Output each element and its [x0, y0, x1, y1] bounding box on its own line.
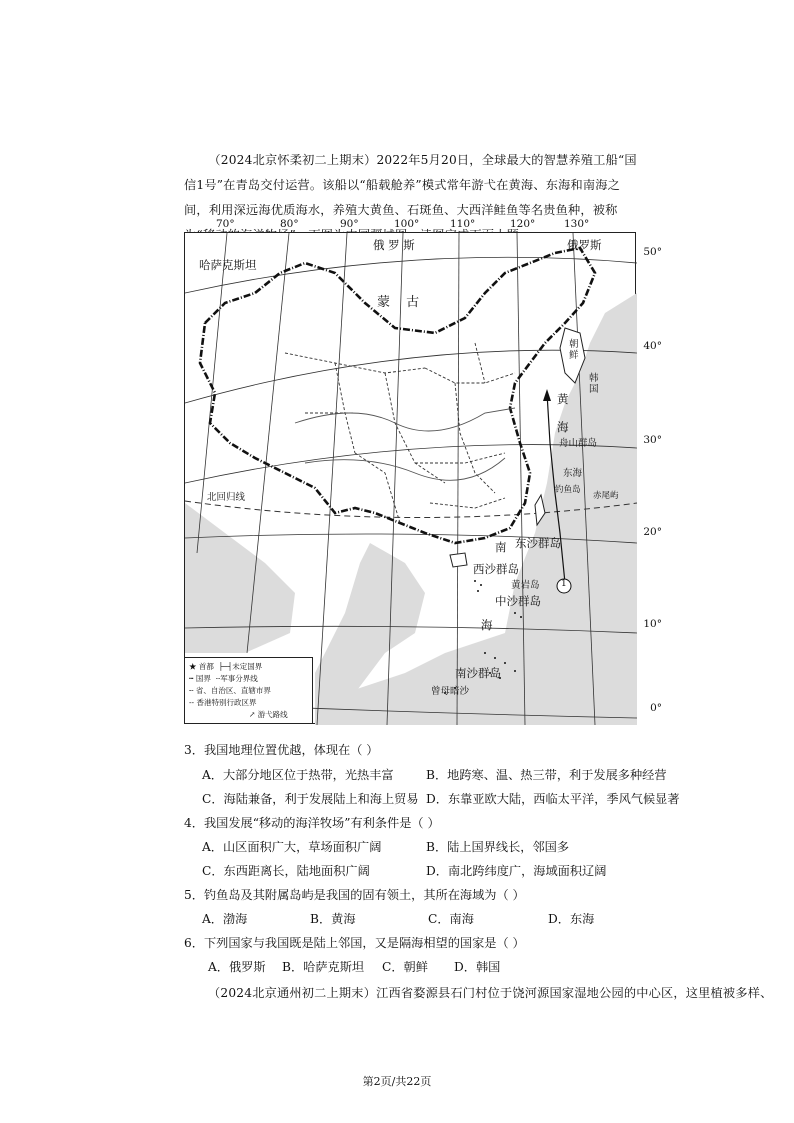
- question-6-stem: 6．下列国家与我国既是陆上邻国，又是隔海相望的国家是（ ）: [184, 936, 525, 950]
- map-frame: [184, 232, 636, 724]
- q3-option-a[interactable]: A．大部分地区位于热带，光热丰富: [202, 768, 394, 782]
- lon-label: 90°: [340, 218, 359, 230]
- legend-capital: 首都: [198, 662, 214, 671]
- longitude-labels: [184, 218, 636, 232]
- label-south-korea: 韩国: [589, 373, 599, 395]
- q4-option-c[interactable]: C．东西距离长，陆地面积广阔: [202, 864, 370, 878]
- sea-area: [185, 503, 295, 653]
- label-mongolia: 蒙 古: [377, 295, 426, 310]
- q5-option-d[interactable]: D．东海: [548, 912, 595, 926]
- q5-option-b[interactable]: B．黄海: [310, 912, 356, 926]
- q6-option-d[interactable]: D．韩国: [454, 960, 501, 974]
- lat-label: 30°: [643, 434, 662, 446]
- q4-option-d[interactable]: D．南北跨纬度广，海域面积辽阔: [426, 864, 607, 878]
- next-intro-text: （2024北京通州初二上期末）江西省婺源县石门村位于饶河源国家湿地公园的中心区，这里植被多样、: [208, 986, 773, 1000]
- lat-label: 40°: [643, 340, 662, 352]
- legend-province: 省、自治区、直辖市界: [195, 686, 271, 695]
- page-footer: 第2页/共22页: [362, 1075, 432, 1088]
- label-huangyan: 黄岩岛: [511, 580, 540, 591]
- q6-option-c[interactable]: C．朝鲜: [382, 960, 428, 974]
- q3-option-b[interactable]: B．地跨寒、温、热三带，利于发展多种经营: [426, 768, 667, 782]
- q6-option-a[interactable]: A．俄罗斯: [208, 960, 266, 974]
- question-3-stem: 3．我国地理位置优越，体现在（ ）: [184, 743, 379, 757]
- legend-military: 军事分界线: [220, 674, 258, 683]
- q5-option-c[interactable]: C．南海: [428, 912, 474, 926]
- lon-label: 130°: [564, 218, 590, 230]
- label-yellow-sea: 黄海: [557, 392, 569, 434]
- legend-route: 游弋路线: [257, 710, 288, 719]
- lat-label: 20°: [643, 526, 662, 538]
- q5-option-a[interactable]: A．渤海: [202, 912, 248, 926]
- label-south-sea-1: 南: [495, 540, 507, 554]
- label-nansha: 南沙群岛: [455, 666, 501, 680]
- lon-label: 110°: [450, 218, 476, 230]
- q3-option-d[interactable]: D．东靠亚欧大陆，西临太平洋，季风气候显著: [426, 792, 680, 806]
- sar-border-icon: --: [189, 698, 195, 707]
- intro-text: （2024北京怀柔初二上期末）2022年5月20日，全球最大的智慧养殖工船“国信1号”在青岛交付运营。该船以“船载舱养”模式常年游弋在黄海、东海和南海之间，利用深远海优质海水，养殖大黄鱼、石斑鱼、大西洋鲑鱼等名贵鱼种，被称: [184, 153, 637, 217]
- province-border-icon: ╌: [189, 686, 194, 695]
- label-dongsha: 东沙群岛: [515, 536, 561, 550]
- label-north-korea: 朝鲜: [569, 339, 579, 361]
- lon-label: 100°: [394, 218, 420, 230]
- q4-option-b[interactable]: B．陆上国界线长，邻国多: [426, 840, 570, 854]
- lon-label: 120°: [510, 218, 536, 230]
- legend-national: 国界: [195, 674, 211, 683]
- q6-option-b[interactable]: B．哈萨克斯坦: [282, 960, 365, 974]
- label-diaoyu: 钓鱼岛: [555, 485, 581, 495]
- lat-label: 10°: [643, 618, 662, 630]
- q3-option-c[interactable]: C．海陆兼备，利于发展陆上和海上贸易: [202, 792, 419, 806]
- legend-undetermined: 未定国界: [232, 662, 263, 671]
- undetermined-border-icon: ├─┤: [218, 662, 233, 671]
- star-icon: ★: [189, 662, 197, 671]
- label-russia-right: 俄罗斯: [567, 238, 602, 252]
- label-chiwei: 赤尾屿: [593, 491, 619, 501]
- label-zhoushan: 舟山群岛: [559, 438, 598, 449]
- lat-label: 50°: [643, 246, 662, 258]
- legend-sar: 香港特别行政区界: [196, 698, 257, 707]
- label-tropic: 北回归线: [207, 492, 246, 503]
- label-kazakhstan: 哈萨克斯坦: [199, 258, 257, 272]
- label-zengmu: 曾母暗沙: [431, 686, 470, 697]
- province-borders: [285, 343, 515, 523]
- china-territory-map: [184, 218, 662, 724]
- label-zhongsha: 中沙群岛: [495, 594, 541, 608]
- q4-option-a[interactable]: A．山区面积广大，草场面积广阔: [202, 840, 382, 854]
- label-south-sea-2: 海: [481, 618, 493, 632]
- route-arrowhead: [543, 389, 551, 401]
- lat-label: 0°: [650, 702, 662, 714]
- question-4-stem: 4．我国发展“移动的海洋牧场”有利条件是（ ）: [184, 816, 440, 830]
- label-xisha: 西沙群岛: [473, 562, 519, 576]
- route-arrow-icon: ↗: [249, 710, 256, 719]
- label-east-sea: 东海: [563, 468, 583, 479]
- rivers: [295, 408, 515, 480]
- route-marker-label: 1: [561, 579, 567, 589]
- lon-label: 70°: [216, 218, 235, 230]
- question-5-stem: 5．钓鱼岛及其附属岛屿是我国的固有领土，其所在海域为（ ）: [184, 888, 525, 902]
- map-legend: [185, 657, 313, 723]
- label-russia-left: 俄 罗 斯: [373, 238, 415, 252]
- military-line-icon: ┄: [215, 674, 221, 683]
- lon-label: 80°: [280, 218, 299, 230]
- hainan-island: [450, 553, 467, 567]
- national-border-icon: ┅: [189, 674, 194, 683]
